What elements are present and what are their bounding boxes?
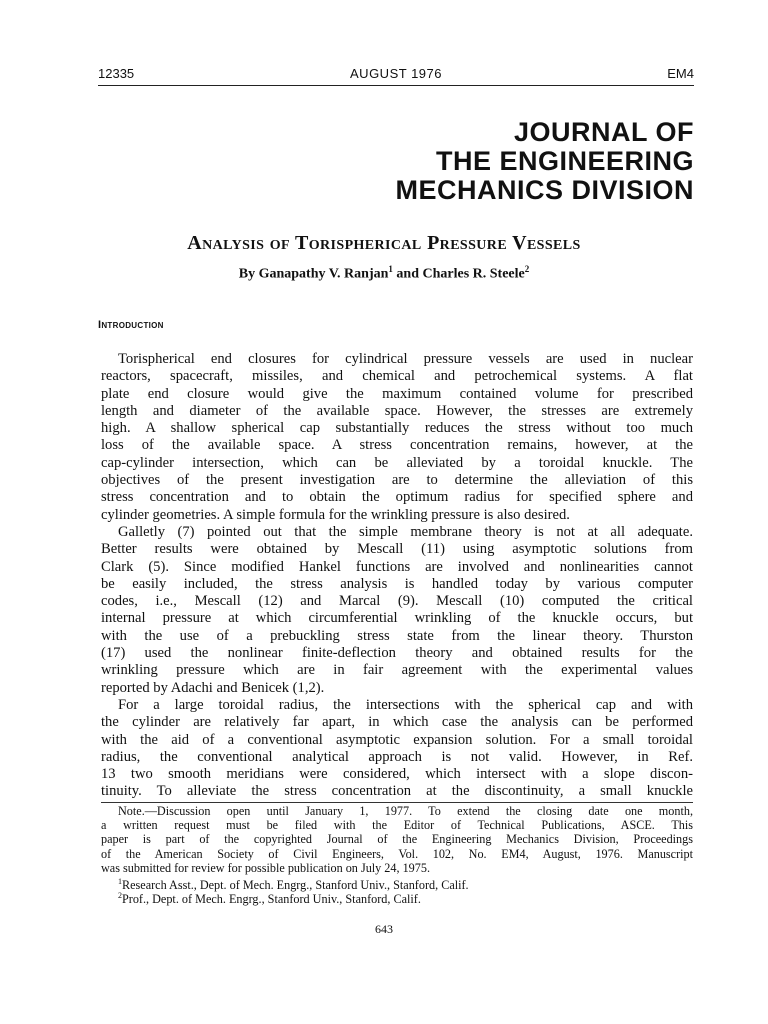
journal-title-line: MECHANICS DIVISION [395,175,694,205]
footnote-mark: 2 [524,264,530,274]
footnote-text: Research Asst., Dept. of Mech. Engrg., Stanford Univ., Stanford, Calif. [122,878,469,892]
footnote-mark: 1 [118,876,122,886]
body-line: codes, i.e., Mescall (12) and Marcal (9). Mescall (10) computed the critical [101,593,693,610]
body-line: Clark (5). Since modified Hankel functions are involved and nonlinearities cannot [101,558,693,575]
note-line: a written request must be filed with the Editor of Technical Publications, ASCE. This [101,818,693,833]
body-line: Better results were obtained by Mescall (11) using asymptotic solutions from [101,541,693,558]
body-line: Torispherical end closures for cylindrical pressure vessels are used in nuclear [118,351,693,367]
body-line: the cylinder are relatively far apart, in which case the analysis can be performed [101,714,693,731]
body-line: (17) used the nonlinear finite-deflection theory and obtained results for the [101,645,693,662]
footnote-mark: 1 [388,264,393,274]
body-line: loss of the available space. A stress concentration remains, however, at the [101,437,693,454]
byline [0,264,768,283]
issue-date: AUGUST 1976 [350,66,442,81]
note-line: of the American Society of Civil Engineers, Vol. 102, No. EM4, August, 1976. Manuscript [101,846,693,861]
body-line: with the aid of a conventional asymptotic expansion solution. For a small toroidal [101,731,693,748]
body-line: high. A shallow spherical cap substantially reduces the stress without too much [101,420,693,437]
journal-title-line: JOURNAL OF [513,117,694,147]
page-number: 643 [375,922,393,936]
body-line: stress concentration and to obtain the optimum radius for specified sphere and [101,489,693,506]
body-line: reported by Adachi and Benicek (1,2). [101,679,325,696]
journal-title-line: THE ENGINEERING [435,146,694,176]
body-line: objectives of the present investigation are to determine the alleviation of this [101,472,693,489]
author-1: By Ganapathy V. Ranjan [238,266,389,282]
body-line: with the use of a prebuckling stress state from the linear theory. Thurston [101,627,693,644]
body-line: reactors, spacecraft, missiles, and chemical and petrochemical systems. A flat [101,368,693,385]
note-line: paper is part of the copyrighted Journal of the Engineering Mechanics Division, Proceedings [101,832,693,847]
body-line: plate end closure would give the maximum contained volume for prescribed [101,385,693,402]
note-line: Note.—Discussion open until January 1, 1977. To extend the closing date one month, [118,804,693,818]
footnote-rule [101,802,693,803]
footnotes [101,804,693,907]
footnote-2 [101,889,693,907]
body-line: 13 two smooth meridians were considered, which intersect with a slope discon- [101,766,693,783]
body-line: be easily included, the stress analysis is handled today by various computer [101,575,693,592]
footnote-1 [101,875,693,892]
footnote-text: Prof., Dept. of Mech. Engrg., Stanford Univ., Stanford, Calif. [122,892,421,907]
section-heading: Introduction [98,319,164,331]
body-line: radius, the conventional analytical approach is not valid. However, in Ref. [101,748,693,765]
note-line: was submitted for review for possible publication on July 24, 1975. [101,860,431,875]
body-text [101,351,693,801]
header-rule [98,85,694,86]
journal-title [395,118,694,205]
body-line: cap-cylinder intersection, which can be alleviated by a toroidal knuckle. The [101,454,693,471]
running-header [98,66,694,84]
body-line: length and diameter of the available space. However, the stresses are extremely [101,402,693,419]
footnote-mark: 2 [118,891,122,901]
body-line: Galletly (7) pointed out that the simple membrane theory is not at all adequate. [118,523,693,540]
author-2: and Charles R. Steele [392,266,525,282]
body-line: wrinkling pressure which are in fair agreement with the experimental values [101,662,693,679]
body-line: For a large toroidal radius, the intersections with the spherical cap and with [118,696,693,713]
body-line: tinuity. To alleviate the stress concentration at the discontinuity, a small knuckle [101,783,693,800]
article-title: Analysis of Torispherical Pressure Vessels [187,232,581,254]
body-line: internal pressure at which circumferential wrinkling of the knuckle occurs, but [101,610,693,627]
report-number: 12335 [98,66,135,81]
body-line: cylinder geometries. A simple formula for the wrinkling pressure is also desired. [101,506,570,523]
issue-code: EM4 [667,66,694,81]
